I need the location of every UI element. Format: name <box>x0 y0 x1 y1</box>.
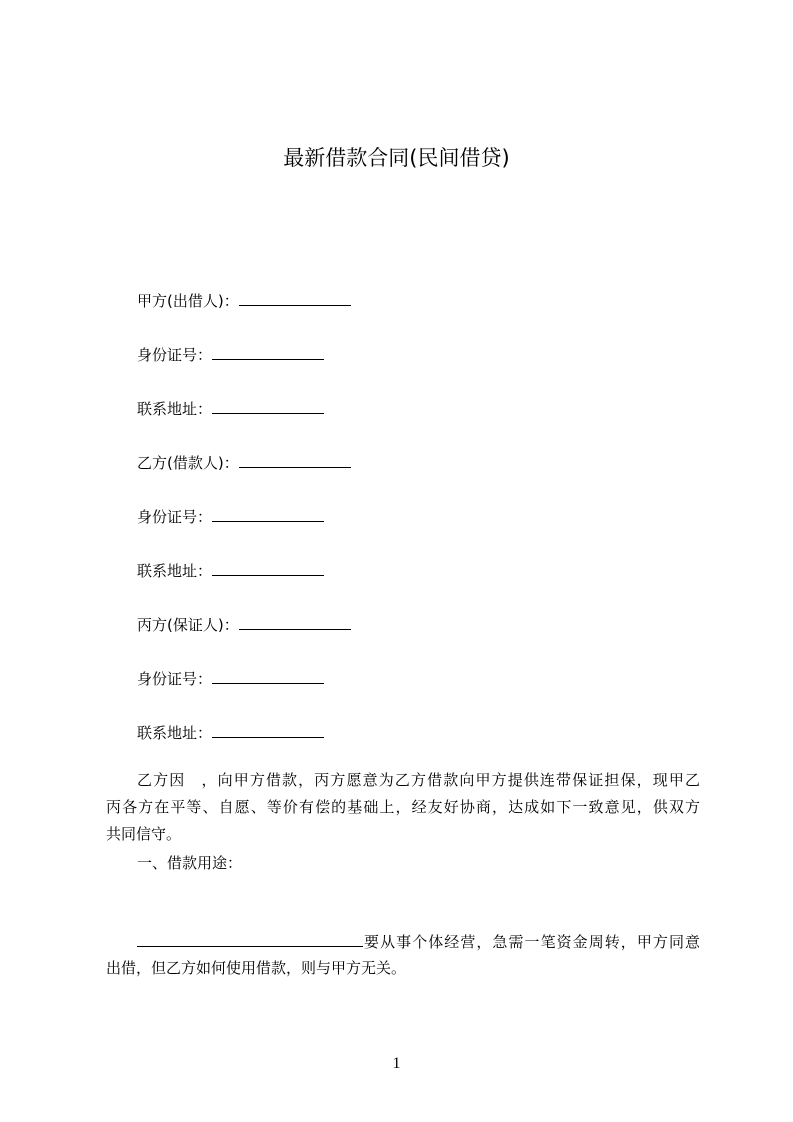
preamble-line: 共同信守。 <box>106 825 182 843</box>
lender-id-field <box>137 344 324 365</box>
blank-line <box>239 614 351 630</box>
borrower-name-field <box>137 452 351 473</box>
loan-purpose-text: 要从事个体经营，急需一笔资金周转，甲方同意 <box>363 933 700 951</box>
field-label: 联系地址： <box>137 400 213 418</box>
field-label: 联系地址： <box>137 562 213 580</box>
field-label: 身份证号： <box>137 670 213 688</box>
blank-line <box>212 398 324 414</box>
page-number: 1 <box>392 1055 401 1072</box>
blank-line <box>212 668 324 684</box>
lender-name-field <box>137 290 351 311</box>
blank-line <box>239 452 351 468</box>
field-label: 乙方(借款人)： <box>137 454 239 472</box>
blank-line <box>239 290 351 306</box>
blank-line <box>212 722 324 738</box>
preamble-line: 丙各方在平等、自愿、等价有偿的基础上，经友好协商，达成如下一致意见，供双方 <box>106 798 700 816</box>
field-label: 身份证号： <box>137 346 213 364</box>
borrower-id-field <box>137 506 324 527</box>
guarantor-address-field <box>137 722 324 743</box>
blank-line <box>137 931 363 947</box>
lender-address-field <box>137 398 324 419</box>
guarantor-name-field <box>137 614 351 635</box>
loan-purpose-line: 出借，但乙方如何使用借款，则与甲方无关。 <box>106 959 407 977</box>
borrower-address-field <box>137 560 324 581</box>
blank-line <box>212 506 324 522</box>
preamble-line: 乙方因 ，向甲方借款，丙方愿意为乙方借款向甲方提供连带保证担保，现甲乙 <box>137 771 700 789</box>
blank-line <box>212 344 324 360</box>
field-label: 甲方(出借人)： <box>137 292 239 310</box>
loan-purpose-line <box>106 931 700 952</box>
section-heading: 一、借款用途： <box>137 854 243 872</box>
guarantor-id-field <box>137 668 324 689</box>
blank-line <box>212 560 324 576</box>
field-label: 身份证号： <box>137 508 213 526</box>
document-title: 最新借款合同(民间借贷) <box>283 146 510 170</box>
field-label: 丙方(保证人)： <box>137 616 239 634</box>
field-label: 联系地址： <box>137 724 213 742</box>
